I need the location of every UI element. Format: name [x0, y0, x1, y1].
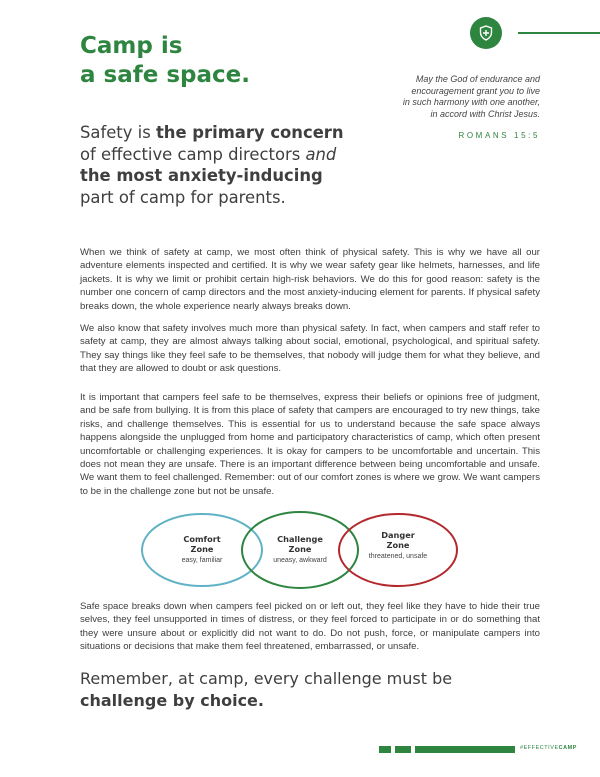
title-line-2: a safe space. — [80, 62, 250, 88]
hashtag-bold: CAMP — [558, 745, 577, 751]
subhead-part-6: the most anxiety-inducing — [80, 166, 323, 185]
footer-bar-1 — [379, 746, 391, 753]
footer-hashtag — [520, 745, 577, 751]
body-paragraph-1: When we think of safety at camp, we most often think of physical safety. This is why we have all our adventure elements inspected and certified. It is why we wear safety gear like helmets, harnesses, and life jackets. It is why we limit or prohibit certain high-risk behaviors. We do this for good reason: safety is the number one concern of camp directors and the most anxiety-inducing element for parents. If physical safety breaks down, the whole experience nearly always breaks down. — [80, 247, 540, 312]
hashtag-prefix: #EFFECTIVE — [520, 745, 559, 751]
challenge-zone-name-2: Zone — [288, 544, 312, 554]
closing-part-2: challenge by choice. — [80, 691, 264, 710]
title-line-1: Camp is — [80, 33, 183, 59]
verse-line-4: in accord with Christ Jesus. — [430, 108, 540, 119]
subhead-part-7: part of camp for parents. — [80, 187, 286, 207]
shield-plus-icon — [479, 25, 493, 41]
verse-quote — [360, 74, 540, 120]
verse-line-2: encouragement grant you to live — [411, 85, 540, 96]
header-divider — [518, 32, 600, 34]
challenge-zone-desc: uneasy, awkward — [273, 557, 327, 564]
page-title — [80, 32, 250, 90]
body-paragraph-4: Safe space breaks down when campers feel picked on or left out, they feel like they have to hide their true selves, they feel unsupported in times of distress, or they feel forced to participate in or do something that they were unsure about or explicitly did not want to do. Do not push, force, or manipulate campers into situations or decisions that make them feel threatened, embarrassed, or unsafe. — [80, 601, 540, 653]
danger-zone-ellipse — [339, 514, 457, 586]
subhead-part-2: the primary concern — [155, 123, 344, 142]
subhead-part-3: of effective camp directors — [80, 144, 306, 164]
shield-badge — [470, 17, 502, 49]
comfort-zone-name-1: Comfort — [183, 534, 221, 544]
closing-statement — [80, 668, 520, 712]
footer-bar-3 — [415, 746, 515, 753]
comfort-zone-desc: easy, familiar — [181, 557, 223, 564]
closing-part-1: Remember, at camp, every challenge must be — [80, 669, 453, 688]
body-paragraph-3: It is important that campers feel safe to be themselves, express their beliefs or opinions free of judgment, and be safe from bullying. It is from this place of safety that campers are encouraged to try new things, take risks, and challenge themselves. This is essential for us to understand because the safe space always happens alongside the unplugged from home and participatory characteristics of camp, which often present uncomfortable or challenging experiences. It is okay for campers to be uncomfortable and uncertain. This does not mean they are unsafe. There is an important difference between being uncomfortable and unsafe. We want them to feel challenged. Remember: out of our comfort zones is where we grow. We want campers to be in the challenge zone but not be unsafe. — [80, 392, 540, 497]
danger-zone-name-2: Zone — [386, 540, 410, 550]
subheading — [80, 122, 360, 208]
zones-venn-diagram — [140, 508, 470, 594]
comfort-zone-name-2: Zone — [190, 544, 214, 554]
verse-line-1: May the God of endurance and — [415, 74, 540, 84]
subhead-part-1: Safety is — [80, 123, 156, 142]
verse-line-3: in such harmony with one another, — [402, 97, 540, 108]
subhead-part-4: and — [305, 144, 337, 164]
danger-zone-name-1: Danger — [381, 530, 415, 540]
danger-zone-desc: threatened, unsafe — [368, 553, 428, 560]
body-paragraph-2: We also know that safety involves much more than physical safety. In fact, when campers and staff refer to safety at camp, they are almost always talking about social, emotional, psychological, and spiritual safety. They say things like they feel safe to be themselves, that nobody will judge them for what they believe, and that they are allowed to doubt or ask questions. — [80, 323, 540, 375]
footer-bar-2 — [395, 746, 411, 753]
verse-reference: ROMANS 15:5 — [458, 131, 540, 140]
challenge-zone-name-1: Challenge — [277, 534, 323, 544]
